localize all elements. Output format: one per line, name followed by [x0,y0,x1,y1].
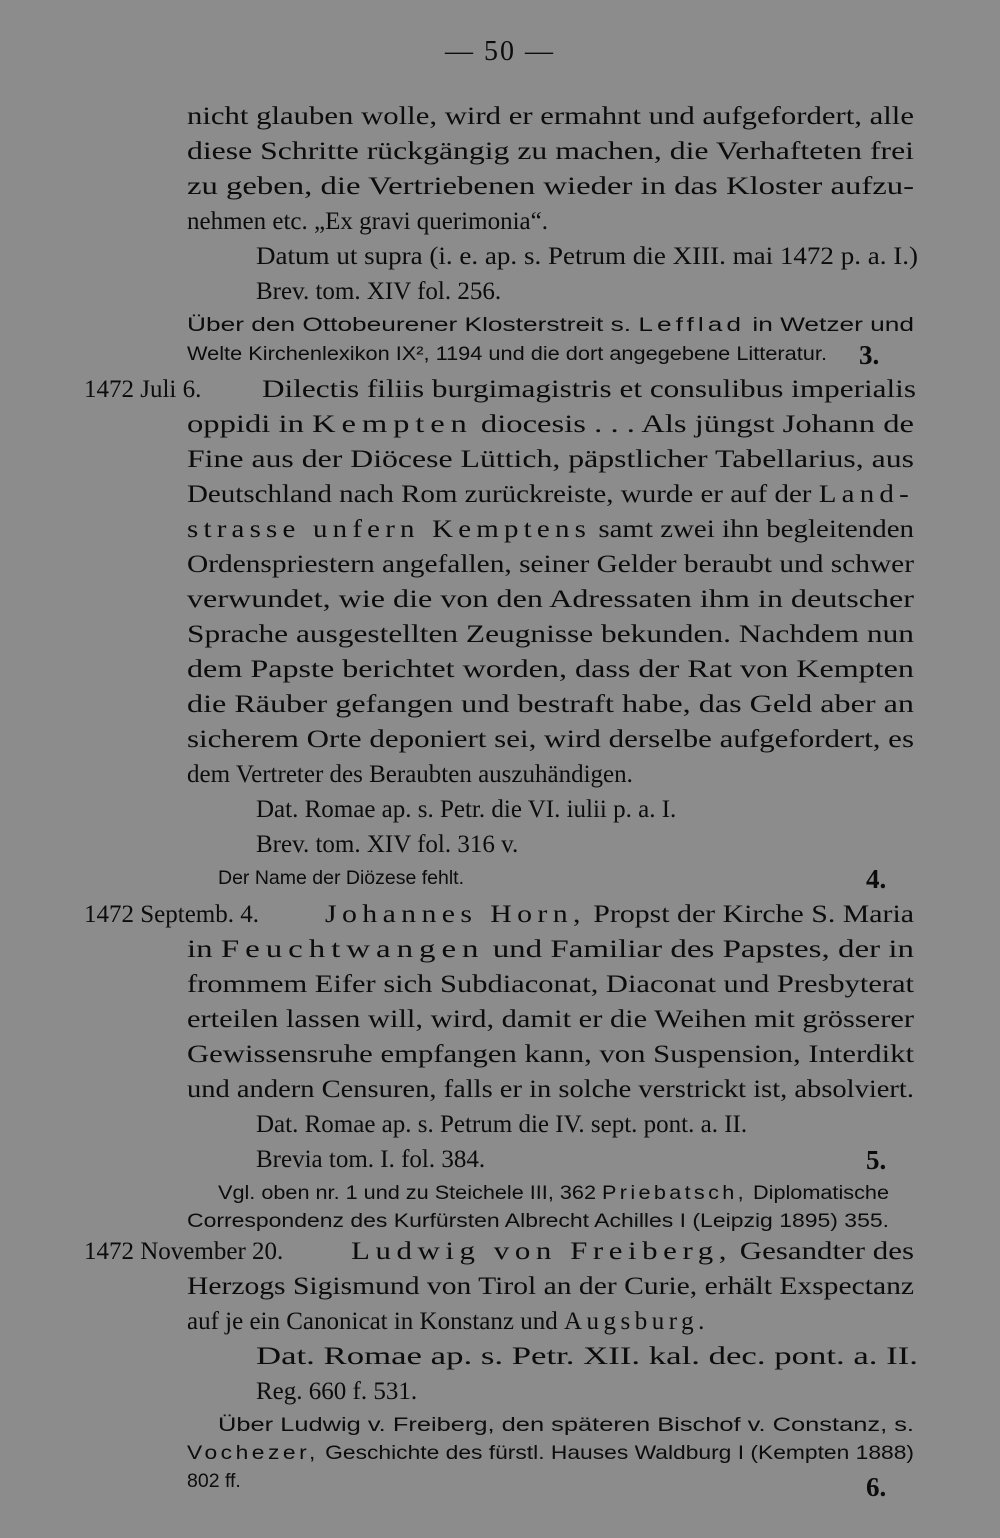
body-line [187,480,914,510]
author-name: Lefflad [638,314,746,336]
body-text: Propst der Kirche S. Maria [593,901,914,928]
footnote-line: Correspondenz des Kurfürsten Albrecht Achilles I (Leipzig 1895) 355. [187,1210,889,1232]
entry-date: 1472 November 20. [84,1238,284,1265]
footnote-line: 802 ff. [187,1470,241,1492]
footnote-line [187,313,914,337]
author-name: Vochezer, [187,1442,319,1464]
body-line: frommem Eifer sich Subdiaconat, Diaconat und Presbyterat [187,971,914,998]
body-line: dem Papste berichtet worden, dass der Rat von Kempten [187,656,914,683]
footnote-line [218,1181,889,1205]
body-line: zu geben, die Vertriebenen wieder in das Kloster aufzu- [187,173,914,200]
entry-date: 1472 Juli 6. [84,376,202,403]
body-line: diese Schritte rückgängig zu machen, die Verhafteten frei [187,138,914,165]
body-line: die Räuber gefangen und bestraft habe, das Geld aber an [187,691,914,718]
date-line: Dat. Romae ap. s. Petrum die IV. sept. pont. a. II. [256,1111,748,1138]
body-line [187,935,914,965]
body-line [187,410,914,440]
source-line: Brevia tom. I. fol. 384. [256,1146,486,1173]
footnote-text: Vgl. oben nr. 1 und zu Steichele III, 362 [218,1182,596,1204]
body-text: oppidi in [187,411,304,438]
body-text: samt zwei ihn begleitenden [598,516,914,543]
body-line [325,900,914,930]
author-name: Priebatsch, [602,1182,747,1204]
footnote-line [187,1441,914,1465]
body-line: Sprache ausgestellten Zeugnisse bekunden. Nachdem nun [187,621,914,648]
place-name: Kempten [312,411,473,438]
body-text: auf je ein Canonicat in Konstanz und [187,1308,558,1335]
date-line: Dat. Romae ap. s. Petr. die VI. iulii p. a. I. [256,796,677,823]
body-line: und andern Censuren, falls er in solche verstrickt ist, absolviert. [187,1076,914,1103]
body-line: erteilen lassen will, wird, damit er die Weihen mit grösserer [187,1006,914,1033]
source-line: Brev. tom. XIV fol. 316 v. [256,831,519,858]
body-text: Gesandter des [739,1238,914,1265]
emphasis-text: Land- [818,481,914,508]
source-line: Brev. tom. XIV fol. 256. [256,278,502,305]
body-text: in [187,936,213,963]
footnote-text: in Wetzer und [752,314,914,336]
emphasis-text: strasse unfern Kemptens [187,516,592,543]
person-name: Johannes Horn, [325,901,586,928]
place-name: Feuchtwangen [220,936,485,963]
body-line: Herzogs Sigismund von Tirol an der Curie, erhält Exspectanz [187,1273,914,1300]
body-line: Ordenspriestern angefallen, seiner Gelder beraubt und schwer [187,551,914,578]
entry-number: 3. [859,340,880,370]
source-line: Reg. 660 f. 531. [256,1378,418,1405]
date-line: Datum ut supra (i. e. ap. s. Petrum die XIII. mai 1472 p. a. I.) [256,243,919,270]
body-line [351,1237,914,1267]
body-line: nehmen etc. „Ex gravi querimonia“. [187,208,548,235]
body-line: sicherem Orte deponiert sei, wird derselbe aufgefordert, es [187,726,914,753]
entry-number: 5. [866,1145,887,1175]
footnote-line: Der Name der Diözese fehlt. [218,867,465,889]
entry-number: 6. [866,1472,887,1502]
person-name: Ludwig von Freiberg, [351,1238,733,1265]
body-text: Deutschland nach Rom zurückreiste, wurde er auf der [187,481,812,508]
place-name: Augsburg. [563,1308,709,1335]
footnote-text: Diplomatische [753,1182,889,1204]
body-text: diocesis . . . Als jüngst Johann de [480,411,914,438]
footnote-line: Über Ludwig v. Freiberg, den späteren Bischof v. Constanz, s. [218,1414,914,1436]
body-text: und Familiar des Papstes, der in [492,936,914,963]
footnote-line: Welte Kirchenlexikon IX², 1194 und die dort angegebene Litteratur. [187,343,827,365]
page-number: — 50 — [445,36,555,67]
entry-number: 4. [866,864,887,894]
body-line: verwundet, wie die von den Adressaten ihm in deutscher [187,586,914,613]
footnote-text: Geschichte des fürstl. Hauses Waldburg I (Kempten 1888) [325,1442,914,1464]
date-line: Dat. Romae ap. s. Petr. XII. kal. dec. pont. a. II. [256,1343,918,1370]
body-line [187,515,914,545]
body-line: Gewissensruhe empfangen kann, von Suspension, Interdikt [187,1041,914,1068]
body-line: Fine aus der Diöcese Lüttich, päpstlicher Tabellarius, aus [187,446,914,473]
entry-date: 1472 Septemb. 4. [84,901,259,928]
footnote-text: Über den Ottobeurener Klosterstreit s. [187,314,632,336]
body-line: Dilectis filiis burgimagistris et consulibus imperialis [262,376,916,403]
body-line: nicht glauben wolle, wird er ermahnt und aufgefordert, alle [187,103,914,130]
body-line: dem Vertreter des Beraubten auszuhändigen. [187,761,633,788]
body-line [187,1307,709,1337]
